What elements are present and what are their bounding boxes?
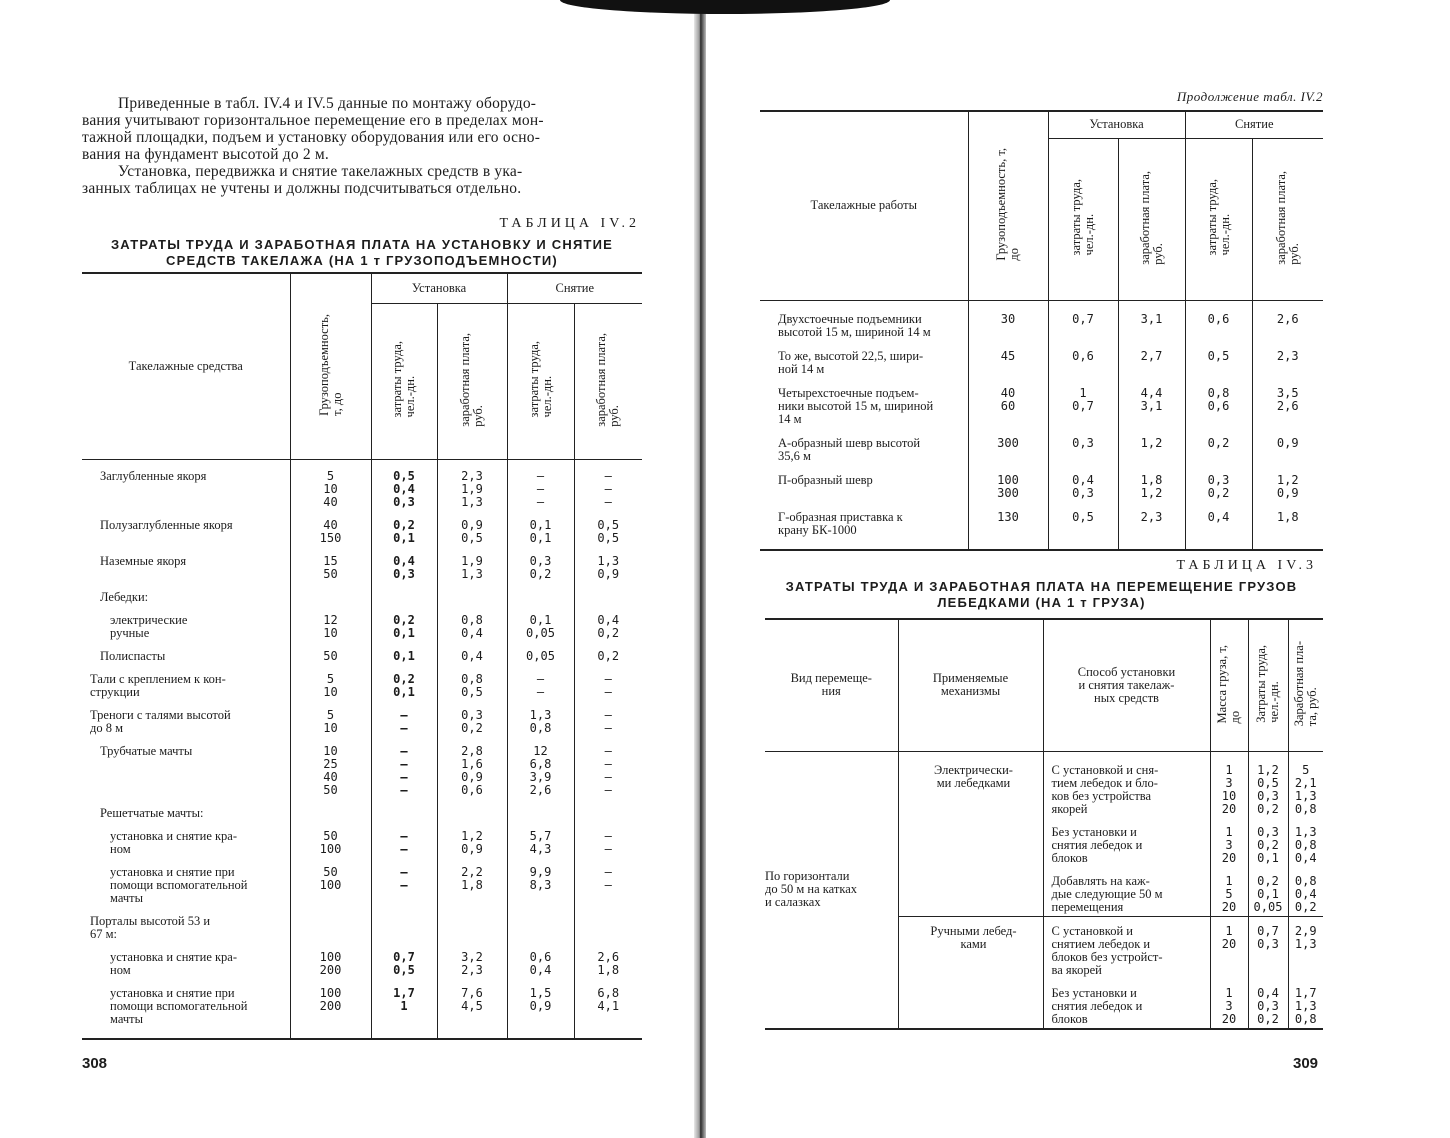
table3-title-line: ЗАТРАТЫ ТРУДА И ЗАРАБОТНАЯ ПЛАТА НА ПЕРЕМЕЩЕНИЕ ГРУЗОВ — [785, 579, 1298, 594]
row-remove-wage — [574, 909, 642, 945]
header-text: Такелажные работы — [810, 198, 917, 213]
row-capacity — [290, 909, 371, 945]
table-iv3 — [765, 618, 1323, 1030]
row-labor: 0,7 0,3 — [1248, 916, 1288, 979]
header-remove-group — [507, 273, 642, 303]
row-install-wage — [437, 909, 507, 945]
row-install-wage: 3,1 — [1118, 300, 1185, 343]
row-remove-wage: 0,5 0,5 — [574, 513, 642, 549]
row-remove-wage: 2,6 — [1252, 300, 1323, 343]
intro-line: вания учитывают горизонтальное перемещение его в пределах мон- — [82, 112, 544, 129]
header-text: Масса груза, т, до — [1215, 644, 1242, 723]
row-capacity: 30 — [968, 300, 1048, 343]
row-install-labor: 0,2 0,1 — [371, 513, 437, 549]
row-capacity: 12 10 — [290, 608, 371, 644]
table-row — [760, 504, 1323, 550]
row-install-wage — [437, 801, 507, 824]
row-capacity: 45 — [968, 343, 1048, 380]
row-name: установка и снятие кра- ном — [110, 949, 238, 977]
row-install-wage: 1,8 1,2 — [1118, 467, 1185, 504]
row-install-labor — [371, 909, 437, 945]
row-name: А-образный шевр высотой 35,6 м — [778, 435, 921, 463]
row-name: Заглубленные якоря — [100, 468, 207, 483]
header-rigging-works — [760, 111, 968, 300]
table-iv2-continuation — [760, 110, 1323, 551]
row-remove-wage: — — — — [574, 459, 642, 513]
row-capacity: 50 — [290, 644, 371, 667]
row-remove-labor: 12 6,8 3,9 2,6 — [507, 739, 574, 801]
row-install-wage: 1,2 0,9 — [437, 824, 507, 860]
row-install-wage: 2,7 — [1118, 343, 1185, 380]
page-number-left: 308 — [82, 1055, 108, 1072]
header-text: Установка — [411, 280, 467, 295]
table-row — [82, 824, 642, 860]
row-remove-wage: 2,3 — [1252, 343, 1323, 380]
row-install-labor: 1 0,7 — [1048, 380, 1118, 430]
row-method: Без установки и снятия лебедок и блоков — [1043, 818, 1210, 867]
header-install-group — [1048, 111, 1185, 138]
table-row — [82, 801, 642, 824]
header-install-labor — [1048, 138, 1118, 300]
row-install-wage: 0,4 — [437, 644, 507, 667]
row-install-labor: 0,5 0,4 0,3 — [371, 459, 437, 513]
row-remove-labor: 0,1 0,05 — [507, 608, 574, 644]
continuation-label: Продолжение табл. IV.2 — [1176, 89, 1323, 104]
table-row — [82, 945, 642, 981]
row-install-wage: 2,3 — [1118, 504, 1185, 550]
table-title — [82, 237, 642, 269]
table-row — [82, 703, 642, 739]
header-install-wage — [437, 303, 507, 459]
header-text: заработная плата, руб. — [458, 332, 485, 427]
row-remove-wage: — — — [574, 824, 642, 860]
row-capacity: 50 100 — [290, 824, 371, 860]
row-remove-wage: 6,8 4,1 — [574, 981, 642, 1039]
row-capacity: 130 — [968, 504, 1048, 550]
header-remove-group — [1185, 111, 1323, 138]
row-remove-wage: — — — [574, 703, 642, 739]
row-remove-wage: — — — — — [574, 739, 642, 801]
table-title-line: ЗАТРАТЫ ТРУДА И ЗАРАБОТНАЯ ПЛАТА НА УСТАНОВКУ И СНЯТИЕ — [110, 237, 614, 252]
row-wage: 1,3 0,8 0,4 — [1288, 818, 1323, 867]
row-install-labor — [371, 585, 437, 608]
row-capacity — [290, 801, 371, 824]
row-capacity: 40 60 — [968, 380, 1048, 430]
row-mass: 1 3 10 20 — [1210, 751, 1248, 818]
row-method: С установкой и снятием лебедок и блоков без устройст- ва якорей — [1043, 916, 1210, 979]
row-remove-wage: — — — [574, 860, 642, 909]
row-mass: 1 3 20 — [1210, 979, 1248, 1029]
row-install-wage: 0,8 0,5 — [437, 667, 507, 703]
row-remove-wage: 2,6 1,8 — [574, 945, 642, 981]
row-install-labor: — — — [371, 703, 437, 739]
row-remove-labor: 5,7 4,3 — [507, 824, 574, 860]
row-remove-wage: — — — [574, 667, 642, 703]
row-install-labor: 0,3 — [1048, 430, 1118, 467]
table-iv2 — [82, 272, 642, 1040]
row-install-wage: 4,4 3,1 — [1118, 380, 1185, 430]
row-capacity: 100 300 — [968, 467, 1048, 504]
row-method: Без установки и снятия лебедок и блоков — [1043, 979, 1210, 1029]
header-install-wage — [1118, 138, 1185, 300]
header-t3-labor — [1248, 619, 1288, 751]
row-remove-wage: 0,9 — [1252, 430, 1323, 467]
row-labor: 1,2 0,5 0,3 0,2 — [1248, 751, 1288, 818]
row-wage: 1,7 1,3 0,8 — [1288, 979, 1323, 1029]
row-install-wage — [437, 585, 507, 608]
row-remove-wage — [574, 801, 642, 824]
table3-title-line: ЛЕБЕДКАМИ (НА 1 т ГРУЗА) — [937, 595, 1146, 610]
row-name: П-образный шевр — [778, 472, 873, 487]
row-remove-wage: 3,5 2,6 — [1252, 380, 1323, 430]
row-install-labor: — — — — — [371, 739, 437, 801]
header-text: заработная плата, руб. — [594, 332, 622, 427]
header-remove-labor — [1185, 138, 1252, 300]
row-mass: 1 5 20 — [1210, 867, 1248, 917]
row-capacity: 50 100 — [290, 860, 371, 909]
row-capacity: 10 25 40 50 — [290, 739, 371, 801]
row-name: Наземные якоря — [100, 553, 187, 568]
intro-line: Приведенные в табл. IV.4 и IV.5 данные по монтажу оборудо- — [118, 95, 537, 112]
row-name: Двухстоечные подъемники высотой 15 м, шириной 14 м — [778, 311, 931, 339]
table-row — [82, 644, 642, 667]
row-remove-wage: 1,2 0,9 — [1252, 467, 1323, 504]
header-text: затраты труда, чел.-дн. — [390, 341, 417, 418]
intro-line: вания на фундамент высотой до 2 м. — [82, 146, 330, 163]
row-install-labor: 0,5 — [1048, 504, 1118, 550]
row-mass: 1 20 — [1210, 916, 1248, 979]
intro-line: Установка, передвижка и снятие такелажных средств в ука- — [118, 163, 523, 180]
header-text: Применяемые механизмы — [932, 671, 1009, 699]
row-remove-labor: — — — [507, 667, 574, 703]
row-capacity: 40 150 — [290, 513, 371, 549]
header-text: Способ установки и снятия такелаж- ных средств — [1077, 664, 1176, 705]
table-title-line: СРЕДСТВ ТАКЕЛАЖА (НА 1 т ГРУЗОПОДЪЕМНОСТИ) — [166, 253, 558, 268]
intro-line: занных таблицах не учтены и должны подсчитываться отдельно. — [82, 180, 522, 197]
header-rigging-means — [82, 273, 290, 459]
header-text: Снятие — [1235, 117, 1274, 132]
table-row — [82, 459, 642, 513]
header-capacity — [968, 111, 1048, 300]
row-wage: 2,9 1,3 — [1288, 916, 1323, 979]
header-text: затраты труда, чел.-дн. — [526, 341, 554, 418]
row-method: С установкой и сня- тием лебедок и бло- ков без устройства якорей — [1043, 751, 1210, 818]
row-mechanism: Электрически- ми лебедками — [898, 751, 1043, 916]
header-remove-labor — [507, 303, 574, 459]
header-text: Заработная пла- та, руб. — [1291, 641, 1319, 727]
row-remove-labor: 0,6 — [1185, 300, 1252, 343]
row-install-labor: 0,7 — [1048, 300, 1118, 343]
row-remove-labor: 0,5 — [1185, 343, 1252, 380]
row-install-labor: 0,4 0,3 — [371, 549, 437, 585]
row-name: Лебедки: — [100, 589, 149, 604]
row-labor: 0,4 0,3 0,2 — [1248, 979, 1288, 1029]
row-install-wage: 7,6 4,5 — [437, 981, 507, 1039]
row-wage: 5 2,1 1,3 0,8 — [1288, 751, 1323, 818]
table-row — [82, 860, 642, 909]
row-capacity: 300 — [968, 430, 1048, 467]
row-install-labor: 0,2 0,1 — [371, 608, 437, 644]
row-remove-labor: — — — — [507, 459, 574, 513]
row-capacity: 5 10 — [290, 667, 371, 703]
header-remove-wage — [1252, 138, 1323, 300]
header-install-group — [371, 273, 507, 303]
row-install-labor: 0,7 0,5 — [371, 945, 437, 981]
table3-title — [760, 579, 1323, 611]
table-row — [82, 513, 642, 549]
table-row — [82, 981, 642, 1039]
header-method — [1043, 619, 1210, 751]
row-install-labor: 0,1 — [371, 644, 437, 667]
row-labor: 0,2 0,1 0,05 — [1248, 867, 1288, 917]
row-remove-wage: 0,4 0,2 — [574, 608, 642, 644]
row-wage: 0,8 0,4 0,2 — [1288, 867, 1323, 917]
row-capacity: 100 200 — [290, 981, 371, 1039]
row-remove-labor: 1,3 0,8 — [507, 703, 574, 739]
row-remove-labor: 0,8 0,6 — [1185, 380, 1252, 430]
row-name: Г-образная приставка к крану БК-1000 — [760, 504, 968, 550]
intro-line: тажной площадки, подъем и установку оборудования или его осно- — [82, 129, 541, 146]
row-capacity: 100 200 — [290, 945, 371, 981]
row-remove-wage: 1,8 — [1252, 504, 1323, 550]
row-install-wage: 0,3 0,2 — [437, 703, 507, 739]
row-remove-labor — [507, 909, 574, 945]
header-text: Такелажные средства — [128, 358, 243, 373]
row-name: установка и снятие кра- ном — [110, 828, 238, 856]
row-mechanism: Ручными лебед- ками — [898, 916, 1043, 1029]
table-row — [760, 467, 1323, 504]
row-move-type: По горизонтали до 50 м на катках и салазках — [765, 751, 898, 1029]
row-install-wage: 2,3 1,9 1,3 — [437, 459, 507, 513]
row-remove-wage: 1,3 0,9 — [574, 549, 642, 585]
table-row — [760, 343, 1323, 380]
row-install-labor: — — — [371, 824, 437, 860]
row-name: Порталы высотой 53 и 67 м: — [90, 913, 211, 941]
header-text: Вид перемеще- ния — [790, 671, 872, 699]
row-capacity: 5 10 40 — [290, 459, 371, 513]
row-remove-labor: 9,9 8,3 — [507, 860, 574, 909]
row-name: Тали с креплением к кон- струкции — [90, 671, 226, 699]
header-text: Затраты труда, чел.-дн. — [1254, 644, 1281, 723]
header-mechanisms — [898, 619, 1043, 751]
row-name: установка и снятие при помощи вспомогательной мачты — [110, 864, 248, 905]
row-name: установка и снятие при помощи вспомогательной мачты — [82, 981, 290, 1039]
row-labor: 0,3 0,2 0,1 — [1248, 818, 1288, 867]
table-row — [760, 300, 1323, 343]
row-install-labor: 0,6 — [1048, 343, 1118, 380]
row-name: Треноги с талями высотой до 8 м — [90, 707, 231, 735]
header-capacity — [290, 273, 371, 459]
row-install-labor: — — — [371, 860, 437, 909]
row-remove-labor — [507, 585, 574, 608]
row-remove-wage: 0,2 — [574, 644, 642, 667]
row-install-labor: 1,7 1 — [371, 981, 437, 1039]
table-row — [82, 667, 642, 703]
row-install-wage: 1,2 — [1118, 430, 1185, 467]
header-remove-wage — [574, 303, 642, 459]
header-text: затраты труда, чел.-дн. — [1204, 179, 1232, 256]
row-install-labor: 0,2 0,1 — [371, 667, 437, 703]
row-name: Полузаглубленные якоря — [100, 517, 233, 532]
table-row — [82, 608, 642, 644]
table-row — [760, 430, 1323, 467]
row-remove-labor: 0,6 0,4 — [507, 945, 574, 981]
table-row — [82, 909, 642, 945]
row-remove-labor: 0,05 — [507, 644, 574, 667]
row-install-labor — [371, 801, 437, 824]
row-install-wage: 2,8 1,6 0,9 0,6 — [437, 739, 507, 801]
row-remove-labor: 0,1 0,1 — [507, 513, 574, 549]
row-name: электрические ручные — [110, 612, 188, 640]
table-row — [82, 585, 642, 608]
left-page — [0, 0, 695, 1138]
row-name: Трубчатые мачты — [100, 743, 193, 758]
row-remove-wage — [574, 585, 642, 608]
row-name: Полиспасты — [100, 648, 166, 663]
header-t3-wage — [1288, 619, 1323, 751]
row-install-wage: 1,9 1,3 — [437, 549, 507, 585]
header-text: затраты труда, чел.-дн. — [1069, 179, 1096, 256]
row-capacity: 5 10 — [290, 703, 371, 739]
row-method: Добавлять на каж- дые следующие 50 м перемещения — [1043, 867, 1210, 917]
row-name: Решетчатые мачты: — [100, 805, 204, 820]
right-page — [705, 0, 1450, 1138]
row-remove-labor: 0,2 — [1185, 430, 1252, 467]
page-number-right: 309 — [1293, 1055, 1319, 1072]
header-mass — [1210, 619, 1248, 751]
table-row — [82, 739, 642, 801]
row-capacity: 15 50 — [290, 549, 371, 585]
header-text: Снятие — [555, 280, 594, 295]
table-row — [765, 751, 1323, 818]
table-row — [760, 380, 1323, 430]
header-install-labor — [371, 303, 437, 459]
row-remove-labor: 1,5 0,9 — [507, 981, 574, 1039]
header-text: заработная плата, руб. — [1137, 170, 1165, 265]
row-remove-labor — [507, 801, 574, 824]
table3-label: ТАБЛИЦА IV.3 — [1176, 558, 1317, 573]
table-label: ТАБЛИЦА IV.2 — [499, 216, 640, 231]
row-install-wage: 3,2 2,3 — [437, 945, 507, 981]
row-install-labor: 0,4 0,3 — [1048, 467, 1118, 504]
row-install-wage: 0,8 0,4 — [437, 608, 507, 644]
row-remove-labor: 0,3 0,2 — [1185, 467, 1252, 504]
row-mass: 1 3 20 — [1210, 818, 1248, 867]
intro-paragraph — [82, 95, 640, 197]
row-install-wage: 0,9 0,5 — [437, 513, 507, 549]
header-text: Установка — [1089, 117, 1144, 132]
row-remove-labor: 0,4 — [1185, 504, 1252, 550]
row-remove-labor: 0,3 0,2 — [507, 549, 574, 585]
header-text: Грузоподъемность, т, до — [316, 313, 344, 416]
table-row — [82, 549, 642, 585]
header-text: Грузоподъемность, т, до — [994, 147, 1021, 261]
header-text: заработная плата, руб. — [1273, 170, 1301, 265]
header-move-type — [765, 619, 898, 751]
row-install-wage: 2,2 1,8 — [437, 860, 507, 909]
row-name: Четырехстоечные подъем- ники высотой 15 м, шириной 14 м — [778, 385, 934, 426]
row-capacity — [290, 585, 371, 608]
row-name: То же, высотой 22,5, шири- ной 14 м — [778, 348, 924, 376]
